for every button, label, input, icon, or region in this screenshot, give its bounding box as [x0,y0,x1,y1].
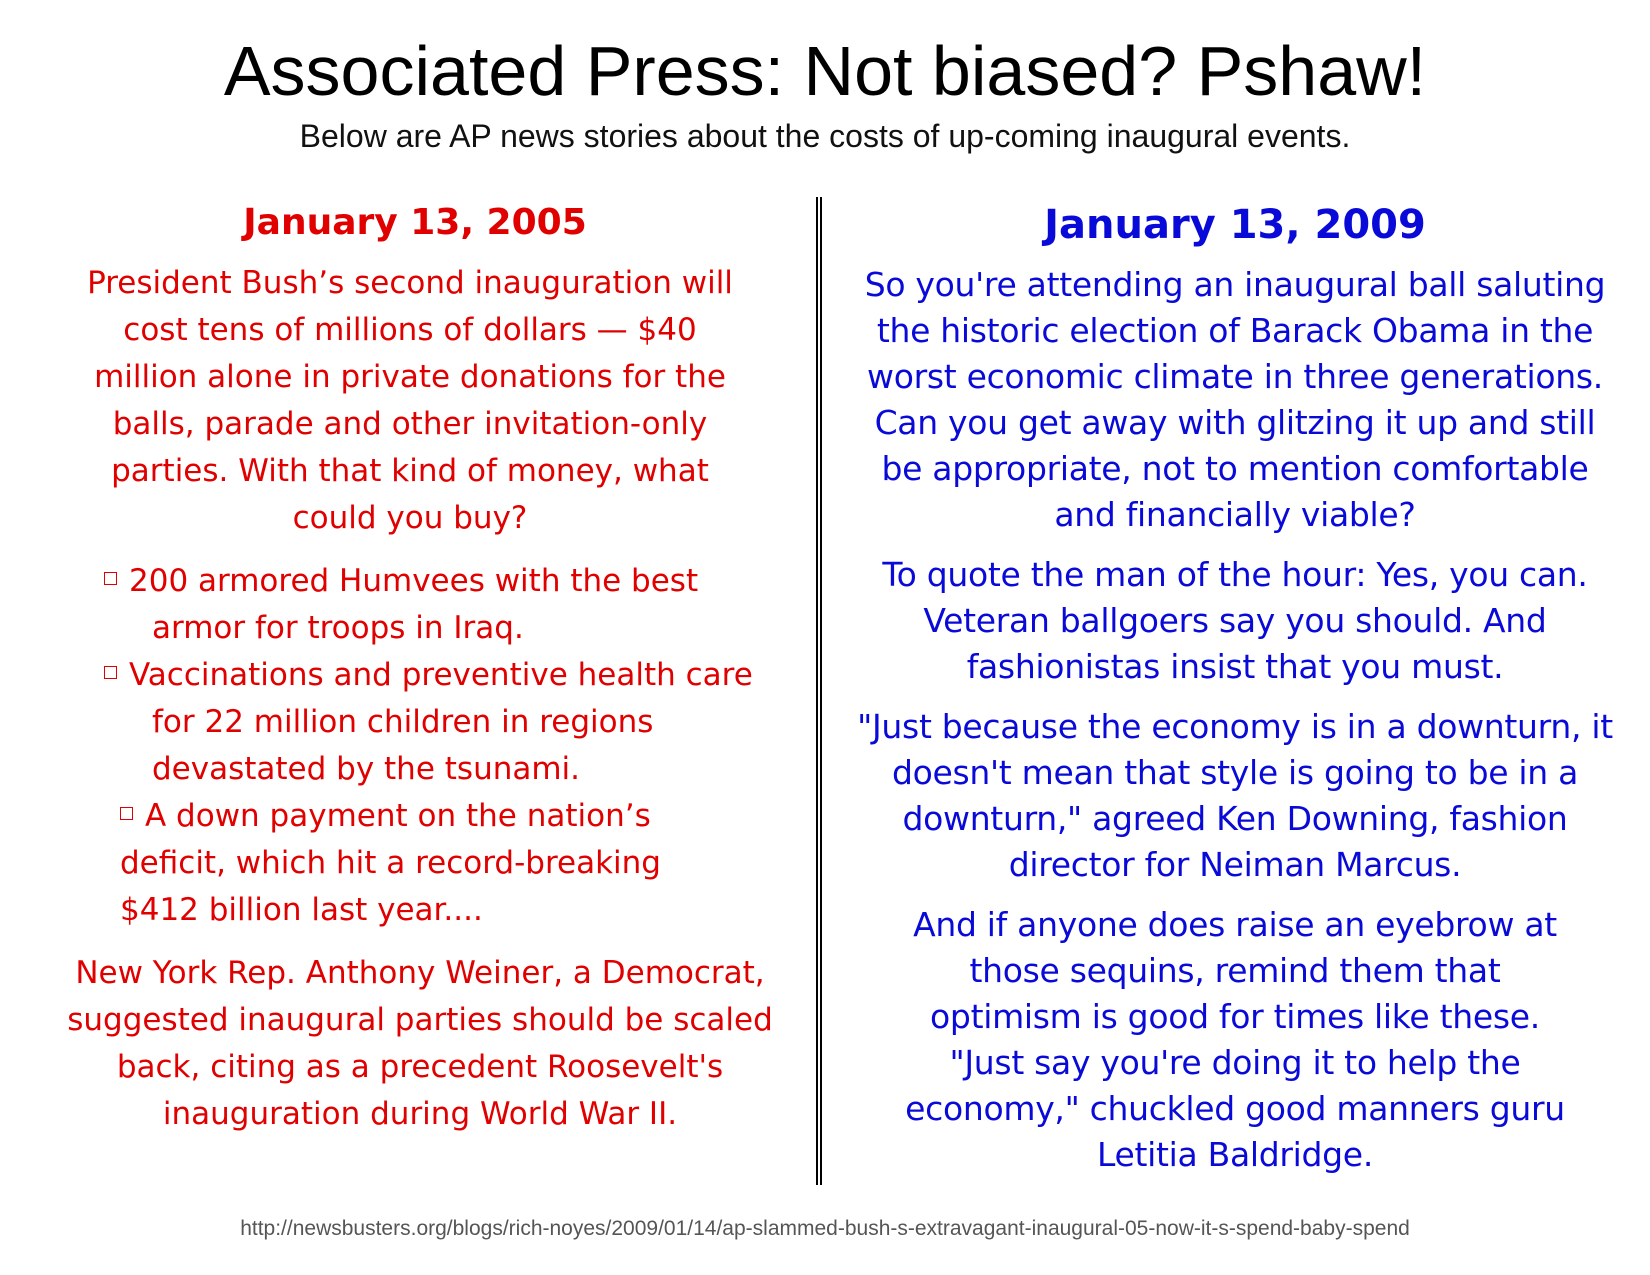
list-item [70,652,780,793]
left-column-date: January 13, 2005 [243,202,587,243]
right-column-date: January 13, 2009 [1044,202,1426,248]
right-paragraph-1: So you're attending an inaugural ball saluting the historic election of Barack Obama in the worst economic climate in three generations. Can you get away with glitzing it up and still be appropriate, not to mention comfortable and financially viable? [864,265,1606,534]
right-paragraph-3: "Just because the economy is in a downturn, it doesn't mean that style is going to be in a downturn," agreed Ken Downing, fashion director for Neiman Marcus. [857,707,1613,884]
square-bullet-icon [104,572,117,585]
square-bullet-icon [120,807,133,820]
left-column-2005 [60,200,780,1138]
bullet-text: A down payment on the nation’s deficit, which hit a record-breaking $412 billion last year.... [120,798,661,928]
right-column-2009 [850,200,1620,1178]
right-paragraph-4: And if anyone does raise an eyebrow at those sequins, remind them that optimism is good for times like these. "Just say you're doing it to help the economy," chuckled good manners guru Letitia Baldridge. [905,905,1565,1174]
bullet-text: Vaccinations and preventive health care for 22 million children in regions devastated by the tsunami. [129,657,753,787]
left-intro-paragraph: President Bush’s second inauguration will cost tens of millions of dollars — $40 million alone in private donations for the balls, parade and other invitation-only parties. With that kind of money, what could you buy? [87,265,733,536]
square-bullet-icon [104,666,117,679]
list-item [70,558,780,652]
page-subtitle: Below are AP news stories about the costs of up-coming inaugural events. [299,118,1351,154]
right-paragraph-2: To quote the man of the hour: Yes, you can. Veteran ballgoers say you should. And fashionistas insist that you must. [882,555,1588,686]
left-bullet-list [70,558,780,934]
left-closing-paragraph: New York Rep. Anthony Weiner, a Democrat, suggested inaugural parties should be scaled back, citing as a precedent Roosevelt's inauguration during World War II. [67,955,773,1132]
column-divider [816,197,822,1185]
page-title: Associated Press: Not biased? Pshaw! [223,32,1427,110]
bullet-text: 200 armored Humvees with the best armor for troops in Iraq. [129,563,699,646]
source-url: http://newsbusters.org/blogs/rich-noyes/2009/01/14/ap-slammed-bush-s-extravagant-inaugural-05-now-it-s-spend-baby-spend [240,1217,1410,1240]
list-item [70,793,680,934]
